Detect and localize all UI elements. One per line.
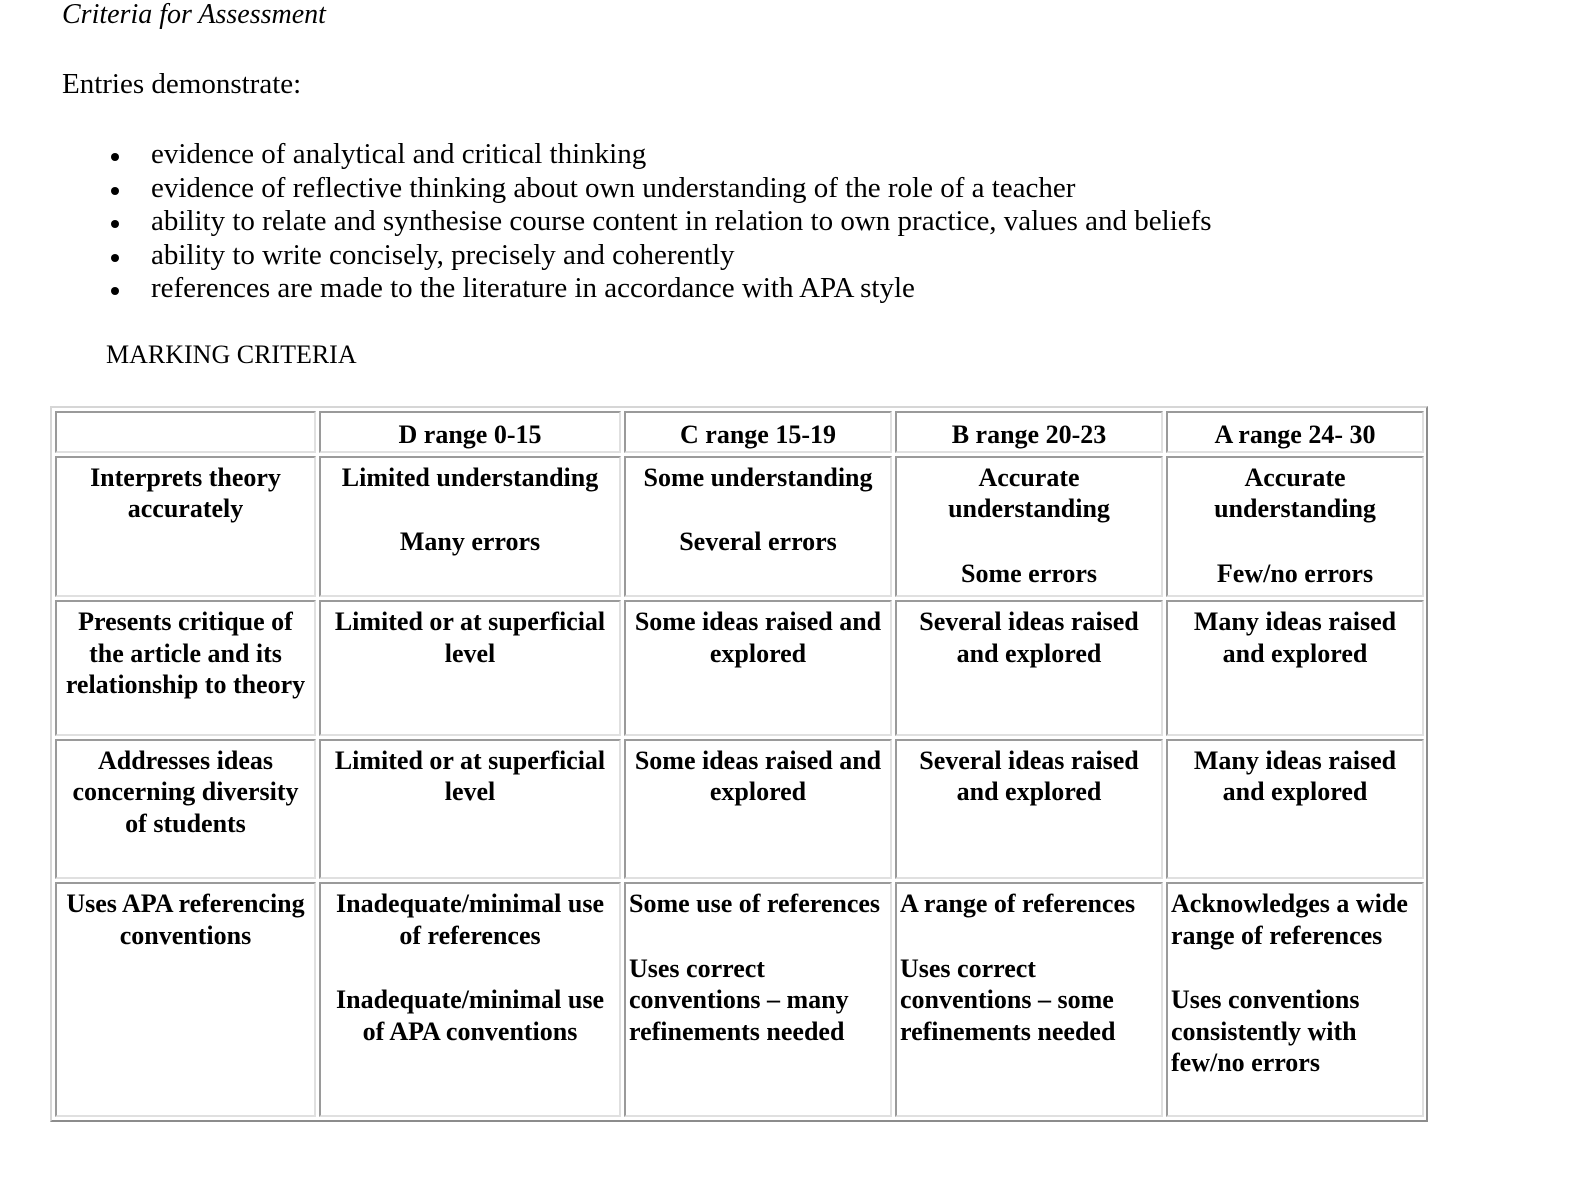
- marking-criteria-title: MARKING CRITERIA: [106, 340, 357, 369]
- criteria-item: references are made to the literature in accordance with APA style: [106, 272, 1212, 306]
- criteria-item: evidence of analytical and critical thinking: [106, 138, 1212, 172]
- d-range-cell: Limited or at superficial level: [319, 600, 621, 735]
- rubric-header-a-range: A range 24- 30: [1166, 411, 1424, 453]
- c-range-cell: [624, 882, 892, 1117]
- rubric-header-c-range: C range 15-19: [624, 411, 892, 453]
- criterion-cell: Interprets theory accurately: [55, 456, 316, 598]
- criterion-cell: Presents critique of the article and its relationship to theory: [55, 600, 316, 735]
- cell-line: Accurate understanding: [1214, 462, 1376, 524]
- rubric-header-blank: [55, 411, 316, 453]
- a-range-cell: Many ideas raised and explored: [1166, 739, 1424, 880]
- cell-line: Acknowledges a wide range of references: [1171, 889, 1408, 950]
- rubric-header-row: [55, 411, 1424, 453]
- c-range-cell: Some ideas raised and explored: [624, 739, 892, 880]
- rubric-row-addresses-diversity: [55, 739, 1424, 880]
- rubric-row-interprets-theory: [55, 456, 1424, 598]
- page-heading: Criteria for Assessment: [62, 0, 326, 30]
- b-range-cell: [895, 882, 1163, 1117]
- c-range-cell: Some ideas raised and explored: [624, 600, 892, 735]
- cell-line: Accurate understanding: [948, 462, 1110, 524]
- b-range-cell: Several ideas raised and explored: [895, 600, 1163, 735]
- cell-line: Several errors: [679, 527, 837, 557]
- criteria-item: ability to write concisely, precisely and coherently: [106, 239, 1212, 273]
- rubric-table: [52, 408, 1427, 1120]
- d-range-cell: [319, 882, 621, 1117]
- cell-line: Some errors: [961, 558, 1097, 588]
- rubric-row-presents-critique: [55, 600, 1424, 735]
- assessment-criteria-list: [106, 138, 1212, 306]
- criterion-cell: Uses APA referencing conventions: [55, 882, 316, 1117]
- cell-line: Inadequate/minimal use of references: [336, 889, 604, 950]
- a-range-cell: [1166, 456, 1424, 598]
- marking-rubric: [50, 406, 1428, 1122]
- rubric-header-d-range: D range 0-15: [319, 411, 621, 453]
- cell-line: Uses correct conventions – some refinements needed: [900, 953, 1116, 1046]
- cell-line: Some understanding: [643, 462, 873, 492]
- cell-line: Uses conventions consistently with few/no errors: [1171, 985, 1360, 1078]
- b-range-cell: [895, 456, 1163, 598]
- cell-line: Inadequate/minimal use of APA conventions: [336, 985, 604, 1046]
- d-range-cell: [319, 456, 621, 598]
- criteria-item: ability to relate and synthesise course content in relation to own practice, values and beliefs: [106, 205, 1212, 239]
- criterion-cell: Addresses ideas concerning diversity of students: [55, 739, 316, 880]
- d-range-cell: Limited or at superficial level: [319, 739, 621, 880]
- intro-text: Entries demonstrate:: [62, 68, 302, 100]
- rubric-row-apa-referencing: [55, 882, 1424, 1117]
- cell-line: Many errors: [399, 527, 541, 557]
- c-range-cell: [624, 456, 892, 598]
- cell-line: Some use of references: [629, 889, 881, 919]
- criteria-item: evidence of reflective thinking about own understanding of the role of a teacher: [106, 172, 1212, 206]
- b-range-cell: Several ideas raised and explored: [895, 739, 1163, 880]
- a-range-cell: Many ideas raised and explored: [1166, 600, 1424, 735]
- a-range-cell: [1166, 882, 1424, 1117]
- cell-line: Uses correct conventions – many refinements needed: [629, 953, 849, 1046]
- cell-line: A range of references: [900, 889, 1136, 919]
- cell-line: Few/no errors: [1216, 558, 1374, 588]
- rubric-header-b-range: B range 20-23: [895, 411, 1163, 453]
- cell-line: Limited understanding: [341, 462, 599, 492]
